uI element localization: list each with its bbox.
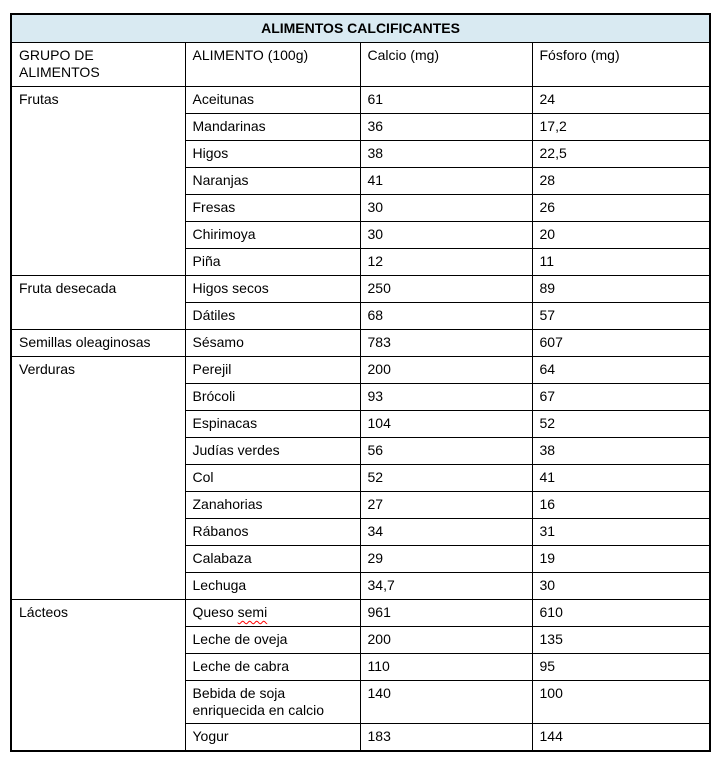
food-cell: Espinacas — [185, 411, 360, 438]
food-cell: Aceitunas — [185, 87, 360, 114]
column-header-grupo-de-alimentos — [11, 43, 185, 87]
calcifying-foods-table — [10, 13, 711, 752]
food-cell: Lechuga — [185, 573, 360, 600]
food-cell: Brócoli — [185, 384, 360, 411]
calcio-cell: 110 — [360, 654, 532, 681]
column-header-calcio-mg: Calcio (mg) — [360, 43, 532, 87]
table-row — [11, 330, 710, 357]
column-header-row — [11, 43, 710, 87]
fosforo-cell: 19 — [532, 546, 710, 573]
fosforo-cell: 57 — [532, 303, 710, 330]
table-row — [11, 87, 710, 114]
calcio-cell: 61 — [360, 87, 532, 114]
fosforo-cell: 11 — [532, 249, 710, 276]
fosforo-cell: 100 — [532, 681, 710, 724]
fosforo-cell: 52 — [532, 411, 710, 438]
fosforo-cell: 95 — [532, 654, 710, 681]
calcio-cell: 961 — [360, 600, 532, 627]
fosforo-cell: 16 — [532, 492, 710, 519]
fosforo-cell: 610 — [532, 600, 710, 627]
column-header-grupo-de-alimentos-label: GRUPO DE ALIMENTOS — [19, 47, 100, 80]
calcio-cell: 104 — [360, 411, 532, 438]
fosforo-cell: 144 — [532, 724, 710, 752]
group-cell-lacteos: Lácteos — [11, 600, 185, 752]
fosforo-cell: 30 — [532, 573, 710, 600]
column-header-fosforo-mg: Fósforo (mg) — [532, 43, 710, 87]
food-cell: Queso semi — [185, 600, 360, 627]
food-cell: Piña — [185, 249, 360, 276]
fosforo-cell: 17,2 — [532, 114, 710, 141]
table-row — [11, 600, 710, 627]
food-cell: Sésamo — [185, 330, 360, 357]
calcio-cell: 41 — [360, 168, 532, 195]
table-row — [11, 276, 710, 303]
calcio-cell: 200 — [360, 627, 532, 654]
fosforo-cell: 67 — [532, 384, 710, 411]
fosforo-cell: 24 — [532, 87, 710, 114]
table-title: ALIMENTOS CALCIFICANTES — [11, 14, 710, 43]
fosforo-cell: 135 — [532, 627, 710, 654]
calcio-cell: 34,7 — [360, 573, 532, 600]
fosforo-cell: 31 — [532, 519, 710, 546]
calcio-cell: 30 — [360, 222, 532, 249]
calcio-cell: 38 — [360, 141, 532, 168]
calcio-cell: 183 — [360, 724, 532, 752]
calcio-cell: 56 — [360, 438, 532, 465]
group-cell-fruta-desecada: Fruta desecada — [11, 276, 185, 330]
food-cell: Col — [185, 465, 360, 492]
fosforo-cell: 20 — [532, 222, 710, 249]
calcio-cell: 30 — [360, 195, 532, 222]
food-cell: Rábanos — [185, 519, 360, 546]
calcio-cell: 34 — [360, 519, 532, 546]
group-cell-verduras: Verduras — [11, 357, 185, 600]
group-cell-semillas-oleaginosas: Semillas oleaginosas — [11, 330, 185, 357]
fosforo-cell: 41 — [532, 465, 710, 492]
food-cell: Fresas — [185, 195, 360, 222]
calcio-cell: 140 — [360, 681, 532, 724]
calcio-cell: 93 — [360, 384, 532, 411]
table-body — [11, 87, 710, 752]
title-row — [11, 14, 710, 43]
food-cell: Judías verdes — [185, 438, 360, 465]
calcio-cell: 52 — [360, 465, 532, 492]
fosforo-cell: 28 — [532, 168, 710, 195]
table-row — [11, 357, 710, 384]
fosforo-cell: 26 — [532, 195, 710, 222]
column-header-alimento-100g: ALIMENTO (100g) — [185, 43, 360, 87]
calcio-cell: 250 — [360, 276, 532, 303]
food-cell: Yogur — [185, 724, 360, 752]
calcio-cell: 783 — [360, 330, 532, 357]
calcio-cell: 27 — [360, 492, 532, 519]
fosforo-cell: 607 — [532, 330, 710, 357]
fosforo-cell: 89 — [532, 276, 710, 303]
food-cell: Leche de oveja — [185, 627, 360, 654]
fosforo-cell: 22,5 — [532, 141, 710, 168]
calcio-cell: 200 — [360, 357, 532, 384]
food-cell: Mandarinas — [185, 114, 360, 141]
food-cell: Zanahorias — [185, 492, 360, 519]
food-cell: Perejil — [185, 357, 360, 384]
spellcheck-underlined-word: semi — [237, 604, 268, 620]
calcio-cell: 12 — [360, 249, 532, 276]
food-cell: Higos secos — [185, 276, 360, 303]
food-cell: Naranjas — [185, 168, 360, 195]
food-cell: Bebida de soja enriquecida en calcio — [185, 681, 360, 724]
food-cell: Chirimoya — [185, 222, 360, 249]
calcio-cell: 29 — [360, 546, 532, 573]
food-cell: Dátiles — [185, 303, 360, 330]
fosforo-cell: 64 — [532, 357, 710, 384]
calcio-cell: 36 — [360, 114, 532, 141]
group-cell-frutas: Frutas — [11, 87, 185, 276]
food-cell: Calabaza — [185, 546, 360, 573]
food-cell: Leche de cabra — [185, 654, 360, 681]
calcio-cell: 68 — [360, 303, 532, 330]
food-cell: Higos — [185, 141, 360, 168]
fosforo-cell: 38 — [532, 438, 710, 465]
